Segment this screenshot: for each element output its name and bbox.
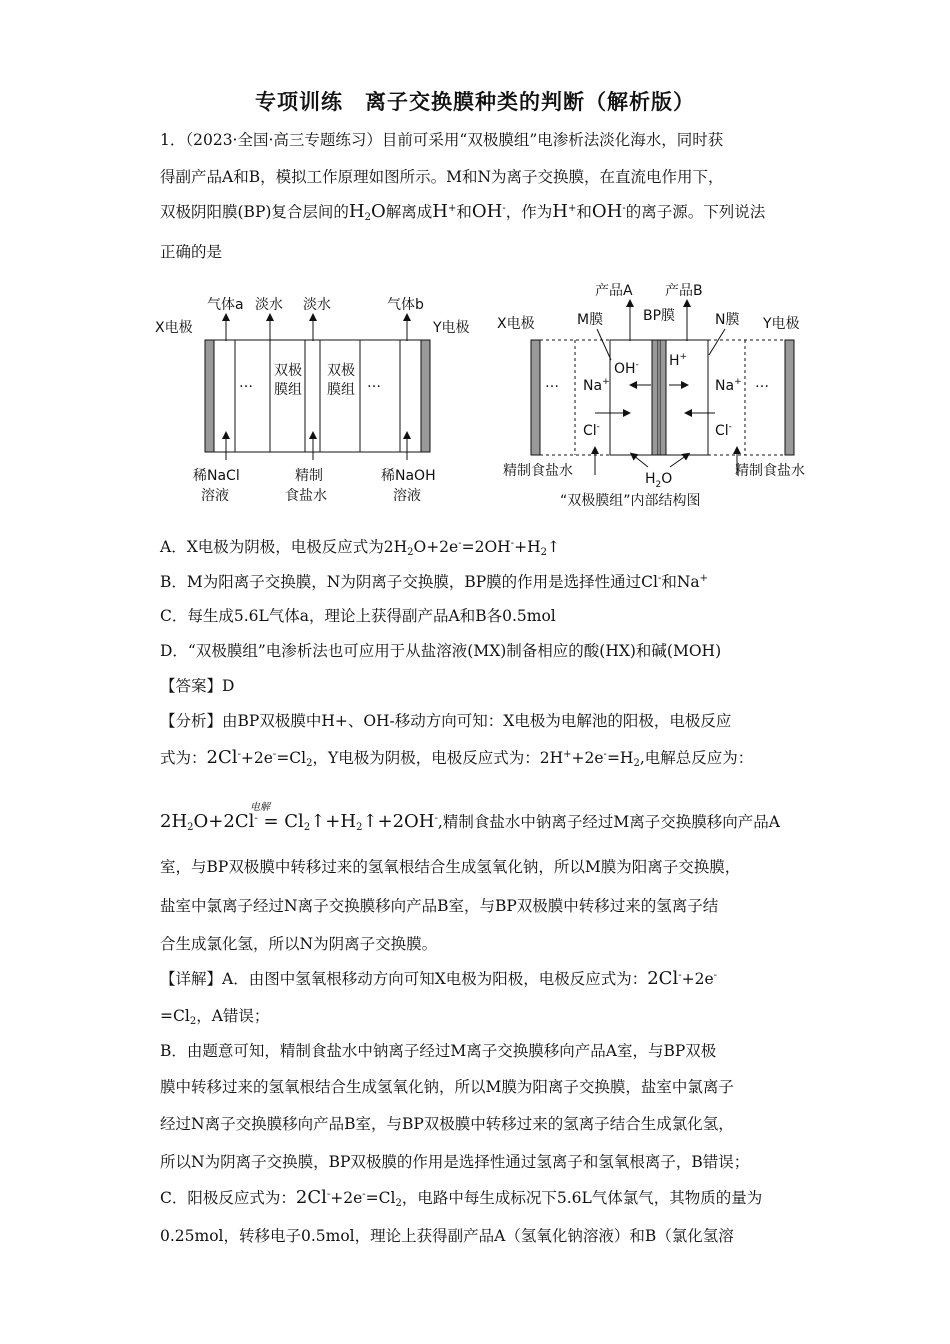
product-a-label: 产品A: [595, 283, 633, 299]
question-line-4: 正确的是: [160, 243, 223, 261]
option-c: C．每生成5.6L气体a，理论上获得副产品A和B各0.5mol: [160, 607, 556, 625]
detail-line-4: 膜中转移过来的氢氧根结合生成氢氧化钠，所以M膜为阳离子交换膜，盐室中氯离子: [160, 1078, 734, 1096]
right-y-electrode-plate: [785, 340, 794, 455]
h-ion-label: H+: [669, 352, 688, 369]
oh-ion-label: OH-: [614, 360, 639, 377]
analysis-line-4: 室，与BP双极膜中转移过来的氢氧根结合生成氢氧化钠，所以M膜为阳离子交换膜，: [160, 858, 741, 876]
analysis-line-5: 盐室中氯离子经过N离子交换膜移向产品B室，与BP双极膜中转移过来的氢离子结: [160, 897, 719, 915]
n-membrane-label: N膜: [715, 312, 740, 328]
gas-a-label: 气体a: [207, 297, 244, 313]
detail-line-8: 0.25mol，转移电子0.5mol，理论上获得副产品A（氢氧化钠溶液）和B（氯化氢溶: [160, 1227, 734, 1245]
question-line-2: 得副产品A和B，模拟工作原理如图所示。M和N为离子交换膜，在直流电作用下，: [160, 168, 724, 186]
y-electrode-plate: [421, 340, 430, 452]
analysis-line-6: 合生成氯化氢，所以N为阴离子交换膜。: [160, 935, 438, 953]
input-naoh-line2: 溶液: [393, 488, 421, 504]
electrodialysis-figure: [155, 275, 825, 515]
bp-membrane-label: BP膜: [643, 308, 676, 324]
detail-line-6: 所以N为阴离子交换膜，BP双极膜的作用是选择性通过氢离子和氢氧根离子，B错误；: [160, 1153, 750, 1171]
bp-group-1-line2: 膜组: [274, 382, 302, 398]
option-d: D．“双极膜组”电渗析法也可应用于从盐溶液(MX)制备相应的酸(HX)和碱(MOH): [160, 642, 722, 660]
page-title: 专项训练 离子交换膜种类的判断（解析版）: [255, 89, 695, 114]
na-ion-left: Na+: [583, 377, 610, 394]
figure-caption: “双极膜组”内部结构图: [560, 493, 701, 509]
input-nacl-line1: 稀NaCl: [193, 468, 240, 484]
input-brine-line1: 精制: [295, 468, 323, 484]
brine-right-label: 精制食盐水: [735, 463, 805, 479]
m-membrane-label: M膜: [577, 312, 604, 328]
cl-ion-right: Cl-: [715, 422, 732, 439]
detail-line-2: $=Cl_2$，A错误；: [160, 1007, 270, 1027]
analysis-equation-line: $2H_2O+2Cl^-$ = $Cl_2↑+H_2↑+2OH^-$,精制食盐水中钠离子经过M离子交换膜移向产品A: [160, 811, 780, 833]
right-y-electrode-label: Y电极: [763, 316, 800, 332]
x-electrode-plate: [205, 340, 214, 452]
question-line-3: 双极阴阳膜(BP)复合层间的$H_2O$解离成H+和OH-，作为H+和OH-的离子源。下列说法: [160, 201, 766, 223]
fresh-water-2-label: 淡水: [303, 297, 331, 313]
answer: 【答案】D: [160, 677, 235, 695]
input-nacl-line2: 溶液: [201, 488, 229, 504]
detail-line-7: C．阳极反应式为：$2Cl^-+2e^-=Cl_2$，电路中每生成标况下5.6L气体氯气，其物质的量为: [160, 1187, 763, 1209]
input-brine-line2: 食盐水: [285, 488, 327, 504]
bp-unit-box: [610, 340, 708, 455]
detail-line-5: 经过N离子交换膜移向产品B室，与BP双极膜中转移过来的氢离子结合生成氯化氢，: [160, 1115, 734, 1133]
option-a: A．X电极为阴极，电极反应式为$2H_2O+2e^-=2OH^-+H_2↑$: [160, 538, 560, 558]
bp-group-1-line1: 双极: [274, 363, 302, 379]
right-diagram: [497, 282, 805, 509]
option-b: B．M为阳离子交换膜，N为阴离子交换膜，BP膜的作用是选择性通过Cl-和Na+: [160, 573, 709, 591]
right-x-electrode-plate: [531, 340, 540, 455]
cl-ion-left: Cl-: [583, 422, 600, 439]
left-diagram: [155, 296, 470, 504]
bp-group-2-line2: 膜组: [327, 382, 355, 398]
input-naoh-line1: 稀NaOH: [381, 468, 436, 484]
h2o-label: $H_2O$: [645, 471, 673, 490]
na-ion-right: Na+: [715, 377, 742, 394]
fresh-water-1-label: 淡水: [255, 297, 283, 313]
analysis-line-1: 【分析】由BP双极膜中H+、OH-移动方向可知：X电极为电解池的阳极，电极反应: [160, 712, 732, 730]
right-x-electrode-label: X电极: [497, 316, 535, 332]
electrolysis-condition: 电解: [250, 802, 270, 813]
right-dots-2: …: [755, 375, 769, 391]
analysis-line-2: 式为：$2Cl^-+2e^-=Cl_2$，Y电极为阴极，电极反应式为：$2H^++2e^-=H_2$,电解总反应为：: [160, 747, 754, 769]
question-line-1: 1．（2023·全国·高三专题练习）目前可采用“双极膜组”电渗析法淡化海水，同时获: [160, 131, 724, 149]
left-dots-1: …: [239, 375, 253, 391]
right-dots-1: …: [545, 375, 559, 391]
left-x-electrode-label: X电极: [155, 320, 193, 336]
product-b-label: 产品B: [665, 283, 703, 299]
brine-left-label: 精制食盐水: [503, 463, 573, 479]
left-y-electrode-label: Y电极: [433, 320, 470, 336]
gas-b-label: 气体b: [387, 297, 424, 313]
left-dots-2: …: [367, 375, 381, 391]
bp-group-2-line1: 双极: [327, 363, 355, 379]
detail-line-1: 【详解】A．由图中氢氧根移动方向可知X电极为阳极，电极反应式为：2Cl-+2e-: [160, 968, 718, 989]
detail-line-3: B．由题意可知，精制食盐水中钠离子经过M离子交换膜移向产品A室，与BP双极: [160, 1042, 717, 1060]
